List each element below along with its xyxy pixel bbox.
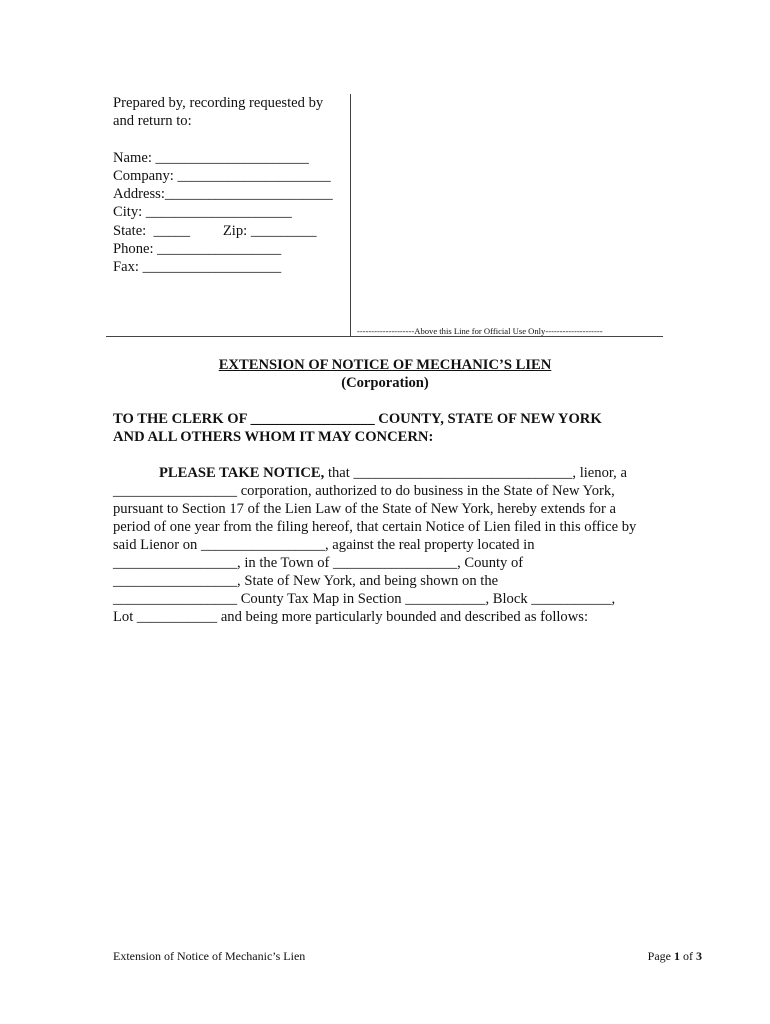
spacer bbox=[113, 131, 345, 149]
official-use-label: --------------------Above this Line for Official Use Only-------------------- bbox=[357, 326, 603, 336]
body-line-9: Lot ___________ and being more particularly bounded and described as follows: bbox=[113, 609, 588, 625]
company-field: Company: _____________________ bbox=[113, 167, 331, 184]
city-field: City: ____________________ bbox=[113, 204, 292, 221]
addressee-line2: AND ALL OTHERS WHOM IT MAY CONCERN: bbox=[113, 429, 434, 446]
page-of: of bbox=[680, 949, 696, 963]
body-line-7: _________________, State of New York, and being shown on the bbox=[113, 573, 499, 589]
state-zip-field: State: _____ Zip: _________ bbox=[113, 222, 317, 239]
header-horizontal-divider bbox=[106, 336, 663, 337]
header-vertical-divider bbox=[350, 94, 351, 337]
page-prefix: Page bbox=[647, 949, 674, 963]
notice-body bbox=[113, 464, 658, 626]
phone-field: Phone: _________________ bbox=[113, 241, 282, 258]
address-field: Address:_______________________ bbox=[113, 186, 333, 203]
body-line-6: _________________, in the Town of _________________, County of bbox=[113, 555, 524, 571]
document-subtitle: (Corporation) bbox=[341, 375, 429, 391]
fax-field: Fax: ___________________ bbox=[113, 259, 282, 276]
page-current: 1 bbox=[674, 949, 680, 963]
body-line-5: said Lienor on _________________, against the real property located in bbox=[113, 537, 535, 553]
addressee-line1: TO THE CLERK OF _________________ COUNTY, STATE OF NEW YORK bbox=[113, 411, 602, 427]
body-line-2: _________________ corporation, authorized to do business in the State of New York, bbox=[113, 483, 615, 499]
body-line-8: _________________ County Tax Map in Section ___________, Block ___________, bbox=[113, 591, 616, 607]
prepared-by-block bbox=[113, 94, 345, 277]
document-title: EXTENSION OF NOTICE OF MECHANIC’S LIEN bbox=[218, 357, 552, 373]
prepared-by-heading-line1: Prepared by, recording requested by bbox=[113, 95, 324, 111]
name-field: Name: _____________________ bbox=[113, 149, 309, 166]
body-line-1 bbox=[113, 464, 658, 482]
prepared-by-heading-line2: and return to: bbox=[113, 113, 192, 130]
body-line-4: period of one year from the filing hereof, that certain Notice of Lien filed in this office by bbox=[113, 519, 637, 535]
footer-document-title: Extension of Notice of Mechanic’s Lien bbox=[113, 949, 306, 963]
body-line-1-rest: that ______________________________, lienor, a bbox=[324, 465, 627, 481]
body-lead-bold: PLEASE TAKE NOTICE, bbox=[159, 465, 325, 481]
footer-page-number bbox=[648, 949, 702, 964]
addressee-block bbox=[113, 410, 602, 447]
body-line-3: pursuant to Section 17 of the Lien Law of the State of New York, hereby extends for a bbox=[113, 501, 616, 517]
page-total: 3 bbox=[696, 949, 702, 963]
